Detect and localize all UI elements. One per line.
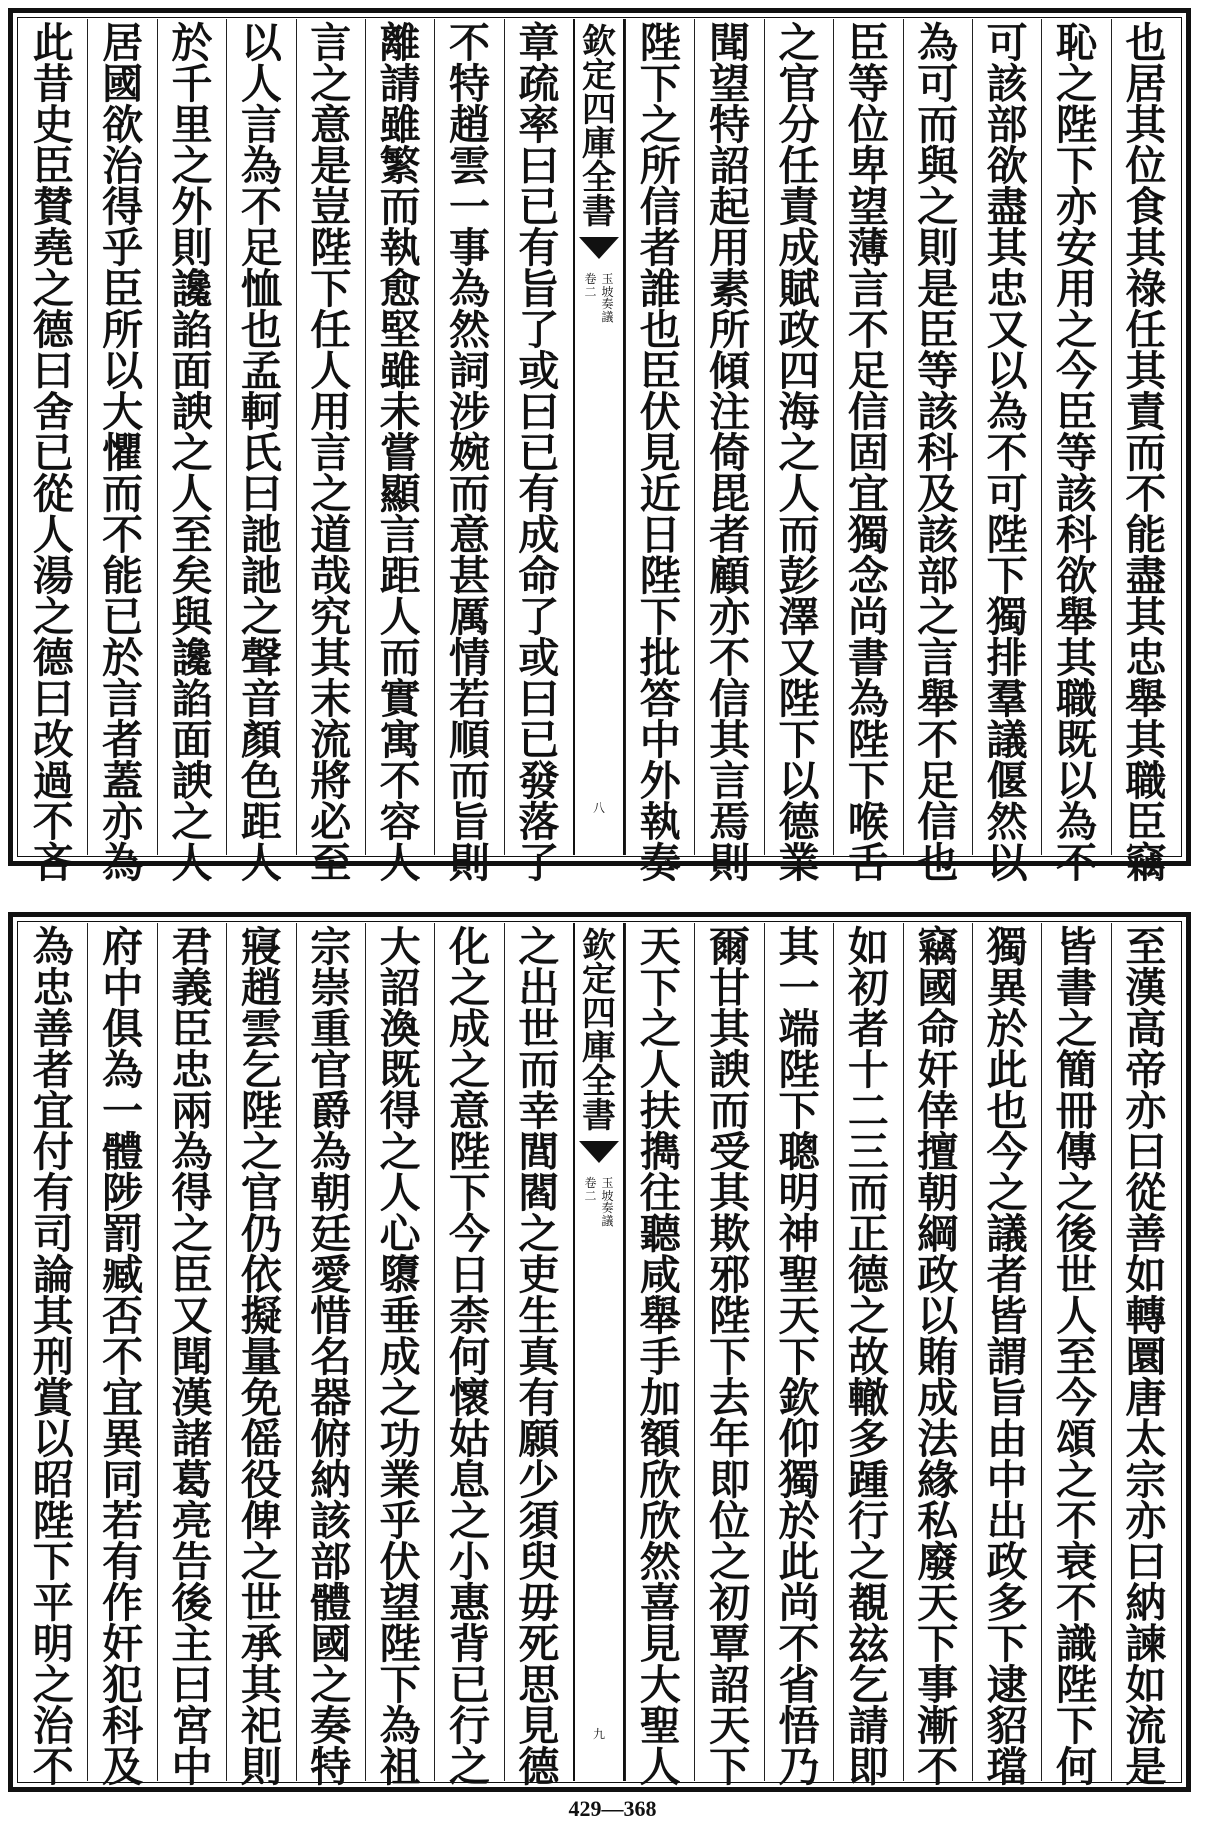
text-column: 皆 書 之 簡 冊 傳 之 後 世 人 至 今 頌 之 不 衰 不 識 陛 下 何 [1041,923,1110,1781]
text-column: 言 之 意 是 豈 陛 下 任 人 用 言 之 道 哉 究 其 末 流 將 必 至 [296,19,365,855]
text-column: 化 之 成 之 意 陛 下 今 日 柰 何 懷 姑 息 之 小 惠 背 已 行 之 [434,923,503,1781]
text-column: 宗 崇 重 官 爵 為 朝 廷 愛 惜 名 器 俯 納 該 部 體 國 之 奏 特 [296,923,365,1781]
center-fold [573,19,625,855]
text-column: 陛 下 之 所 信 者 誰 也 臣 伏 見 近 日 陛 下 批 答 中 外 執 奏 [625,19,694,855]
book-title: 玉坡奏議 [601,1176,614,1228]
text-column: 聞 望 特 詔 起 用 素 所 傾 注 倚 毘 者 顧 亦 不 信 其 言 焉 則 [694,19,763,855]
page-code: 429—368 [568,1796,657,1821]
text-column: 離 請 雖 繁 而 執 愈 堅 雖 未 嘗 顯 言 距 人 而 實 寓 不 容 人 [365,19,434,855]
text-column: 大 詔 渙 既 得 之 人 心 隳 垂 成 之 功 業 乎 伏 望 陛 下 為 祖 [365,923,434,1781]
text-column: 爾 甘 其 諛 而 受 其 欺 邪 陛 下 去 年 即 位 之 初 覃 詔 天 下 [694,923,763,1781]
text-column: 其 一 端 陛 下 聰 明 神 聖 天 下 欽 仰 獨 於 此 尚 不 省 悟 乃 [764,923,833,1781]
juan-number: 卷二 [584,272,597,299]
text-column: 竊 國 命 奸 倖 擅 朝 綱 政 以 賄 成 法 緣 私 廢 天 下 事 漸 不 [903,923,972,1781]
page-bottom [8,912,1191,1792]
text-column: 章 疏 率 曰 已 有 旨 了 或 曰 已 有 成 命 了 或 曰 已 發 落 了 [504,19,573,855]
collection-title: 欽 定 四 庫 全 書 [582,926,616,1136]
text-column: 居 國 欲 治 得 乎 臣 所 以 大 懼 而 不 能 已 於 言 者 蓋 亦 為 [87,19,156,855]
text-column: 也 居 其 位 食 其 祿 任 其 責 而 不 能 盡 其 忠 舉 其 職 臣 竊 [1111,19,1180,855]
text-column: 為 可 而 與 之 則 是 臣 等 該 科 及 該 部 之 言 舉 不 足 信 也 [903,19,972,855]
text-column: 君 義 臣 忠 兩 為 得 之 臣 又 聞 漢 諸 葛 亮 告 後 主 曰 宮 中 [157,923,226,1781]
page-top [8,8,1191,887]
text-columns [19,19,1180,887]
text-column: 至 漢 高 帝 亦 曰 從 善 如 轉 圜 唐 太 宗 亦 曰 納 諫 如 流 是 [1111,923,1180,1781]
juan-number: 卷二 [584,1176,597,1203]
text-column: 可 該 部 欲 盡 其 忠 又 以 為 不 可 陛 下 獨 排 羣 議 偃 然 以 [972,19,1041,855]
text-column: 如 初 者 十 二 三 而 正 德 之 故 轍 多 踵 行 之 覩 玆 乞 請 即 [833,923,902,1781]
fishtail-mark [579,1141,619,1163]
text-column: 府 中 俱 為 一 體 陟 罰 臧 否 不 宜 異 同 若 有 作 奸 犯 科 及 [87,923,156,1781]
book-title: 玉坡奏議 [601,272,614,324]
text-column: 臣 等 位 卑 望 薄 言 不 足 信 固 宜 獨 念 尚 書 為 陛 下 喉 舌 [833,19,902,855]
text-column: 寢 趙 雲 乞 陛 之 官 仍 依 擬 量 免 傜 役 俾 之 世 承 其 祀 則 [226,923,295,1781]
leaf-number: 八 [592,801,605,816]
center-fold [573,923,625,1781]
text-column: 於 千 里 之 外 則 讒 諂 面 諛 之 人 至 矣 與 讒 諂 面 諛 之 人 [157,19,226,855]
text-column: 天 下 之 人 扶 擕 往 聽 咸 舉 手 加 額 欣 欣 然 喜 見 大 聖 人 [625,923,694,1781]
text-column: 不 特 趙 雲 一 事 為 然 詞 涉 婉 而 意 甚 厲 情 若 順 而 旨 則 [434,19,503,855]
leaf-number: 九 [592,1727,605,1742]
text-columns [19,923,1180,1791]
text-column: 之 官 分 任 責 成 賦 政 四 海 之 人 而 彭 澤 又 陛 下 以 德 業 [764,19,833,855]
collection-title: 欽 定 四 庫 全 書 [582,22,616,232]
fishtail-mark [579,237,619,259]
text-column: 以 人 言 為 不 足 恤 也 孟 軻 氏 曰 訑 訑 之 聲 音 顏 色 距 人 [226,19,295,855]
text-column: 此 昔 史 臣 賛 堯 之 德 曰 舍 已 從 人 湯 之 德 曰 改 過 不 吝 [32,19,74,887]
text-column: 恥 之 陛 下 亦 安 用 之 今 臣 等 該 科 欲 舉 其 職 既 以 為 不 [1041,19,1110,855]
text-column: 獨 異 於 此 也 今 之 議 者 皆 謂 旨 由 中 出 政 多 下 逮 貂 璫 [972,923,1041,1781]
text-column: 為 忠 善 者 宜 付 有 司 論 其 刑 賞 以 昭 陛 下 平 明 之 治 不 [32,923,74,1791]
text-column: 之 出 世 而 幸 閭 閻 之 吏 生 真 有 願 少 須 臾 毋 死 思 見 德 [504,923,573,1781]
